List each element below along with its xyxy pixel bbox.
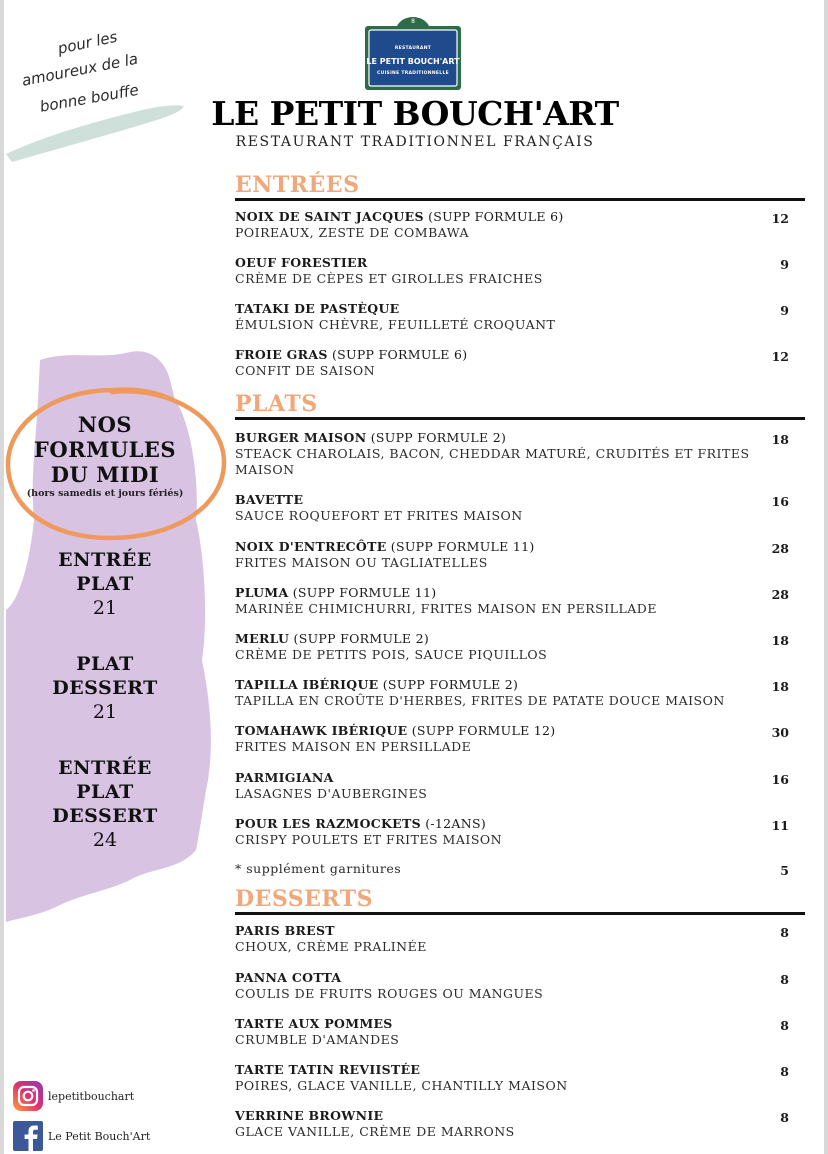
formule-option-line: PLAT <box>76 653 134 675</box>
item-price: 9 <box>780 257 789 272</box>
menu-item <box>235 770 805 802</box>
restaurant-subtitle: RESTAURANT TRADITIONNEL FRANÇAIS <box>235 134 595 150</box>
item-name: NOIX DE SAINT JACQUES <box>235 209 424 224</box>
item-description: FRITES MAISON OU TAGLIATELLES <box>235 555 488 570</box>
item-name-line <box>235 1108 760 1124</box>
restaurant-title: LE PETIT BOUCH'ART <box>211 94 619 133</box>
menu-item <box>235 1108 805 1140</box>
formule-option-1 <box>0 548 210 620</box>
item-description: LASAGNES D'AUBERGINES <box>235 786 428 801</box>
item-description: CRÈME DE PETITS POIS, SAUCE PIQUILLOS <box>235 647 548 662</box>
item-description: FRITES MAISON EN PERSILLADE <box>235 739 472 754</box>
item-price: 28 <box>771 587 789 602</box>
item-supplement: (SUPP FORMULE 2) <box>366 430 507 445</box>
item-price: 8 <box>780 925 789 940</box>
instagram-handle: lepetitbouchart <box>48 1089 135 1103</box>
item-name-line <box>235 770 760 786</box>
item-supplement: (SUPP FORMULE 2) <box>378 677 519 692</box>
item-description: STEACK CHAROLAIS, BACON, CHEDDAR MATURÉ, CRUDITÉS ET FRITES MAISON <box>235 446 750 477</box>
section-title: PLATS <box>235 391 318 417</box>
garnish-supplement-note <box>235 861 805 876</box>
item-name-line <box>235 430 760 446</box>
item-supplement: (SUPP FORMULE 11) <box>386 539 535 554</box>
item-description: ÉMULSION CHÈVRE, FEUILLETÉ CROQUANT <box>235 317 556 332</box>
item-description: POIREAUX, ZESTE DE COMBAWA <box>235 225 470 240</box>
section-desserts <box>235 886 805 1139</box>
menu-item <box>235 301 805 333</box>
item-name-line <box>235 816 760 832</box>
item-description: TAPILLA EN CROÛTE D'HERBES, FRITES DE PATATE DOUCE MAISON <box>235 693 725 708</box>
item-name-line <box>235 923 760 939</box>
item-name-line <box>235 1062 760 1078</box>
item-name-line <box>235 539 760 555</box>
item-name-line <box>235 347 760 363</box>
item-supplement: (SUPP FORMULE 6) <box>423 209 564 224</box>
item-name-line <box>235 631 760 647</box>
item-price: 16 <box>771 772 789 787</box>
item-name: TARTE TATIN REVIISTÉE <box>235 1062 421 1077</box>
item-name-line <box>235 209 760 225</box>
formule-option-line: ENTRÉE <box>58 549 152 571</box>
formules-title-line-2: FORMULES <box>33 437 177 462</box>
item-description: COULIS DE FRUITS ROUGES OU MANGUES <box>235 986 544 1001</box>
item-name: OEUF FORESTIER <box>235 255 368 270</box>
menu-item <box>235 677 805 709</box>
facebook-page-name: Le Petit Bouch'Art <box>48 1129 151 1143</box>
item-name: TARTE AUX POMMES <box>235 1016 393 1031</box>
item-price: 8 <box>780 972 789 987</box>
sign-top-text: RESTAURANT <box>394 46 432 51</box>
section-title: DESSERTS <box>235 886 374 912</box>
menu-item <box>235 255 805 287</box>
item-name: TATAKI DE PASTÈQUE <box>235 301 400 316</box>
item-name-line <box>235 1016 760 1032</box>
garnish-note-text: * supplément garnitures <box>235 861 402 876</box>
item-supplement: (-12ANS) <box>420 816 487 831</box>
sign-bottom-text: CUISINE TRADITIONNELLE <box>377 71 449 76</box>
item-name: MERLU <box>235 631 290 646</box>
formule-option-3 <box>0 756 210 852</box>
item-name-line <box>235 301 760 317</box>
street-sign-graphic <box>363 12 463 92</box>
item-name: TOMAHAWK IBÉRIQUE <box>235 723 408 738</box>
item-name: VERRINE BROWNIE <box>235 1108 384 1123</box>
street-sign-logo <box>363 12 463 92</box>
section-divider <box>235 912 805 915</box>
item-price: 30 <box>771 725 789 740</box>
item-description: CONFIT DE SAISON <box>235 363 376 378</box>
item-price: 8 <box>780 1064 789 1079</box>
item-supplement: (SUPP FORMULE 2) <box>289 631 430 646</box>
item-description: MARINÉE CHIMICHURRI, FRITES MAISON EN PERSILLADE <box>235 601 657 616</box>
item-supplement: (SUPP FORMULE 12) <box>407 723 556 738</box>
menu-item <box>235 1016 805 1048</box>
item-description: POIRES, GLACE VANILLE, CHANTILLY MAISON <box>235 1078 568 1093</box>
section-divider <box>235 198 805 201</box>
item-price: 18 <box>771 679 789 694</box>
formules-title-line-1: NOS <box>77 412 133 437</box>
item-name-line <box>235 723 760 739</box>
formule-option-price: 21 <box>92 701 118 723</box>
tagline-line-1: pour les <box>56 27 119 58</box>
sign-name-text: LE PETIT BOUCH'ART <box>366 57 460 66</box>
item-price: 9 <box>780 303 789 318</box>
item-name-line <box>235 492 760 508</box>
formule-option-price: 24 <box>92 829 118 851</box>
menu-item <box>235 923 805 955</box>
tagline-line-2: amoureux de la <box>20 49 140 90</box>
item-name: POUR LES RAZMOCKETS <box>235 816 421 831</box>
formules-note: (hors samedis et jours fériés) <box>26 488 184 499</box>
section-title: ENTRÉES <box>235 172 360 198</box>
item-price: 18 <box>771 633 789 648</box>
item-description: SAUCE ROQUEFORT ET FRITES MAISON <box>235 508 523 523</box>
menu-item <box>235 492 805 524</box>
item-price: 12 <box>771 349 789 364</box>
item-description: CRÈME DE CÈPES ET GIROLLES FRAICHES <box>235 271 543 286</box>
section-divider <box>235 417 805 420</box>
menu-item <box>235 723 805 755</box>
formule-option-price: 21 <box>92 597 118 619</box>
instagram-icon <box>12 1080 44 1112</box>
item-price: 11 <box>771 818 789 833</box>
item-description: CRUMBLE D'AMANDES <box>235 1032 400 1047</box>
garnish-note-price: 5 <box>780 863 789 878</box>
menu-item <box>235 816 805 848</box>
facebook-link[interactable] <box>12 1120 150 1152</box>
section-entrees <box>235 172 805 378</box>
item-name: PARMIGIANA <box>235 770 334 785</box>
item-price: 28 <box>771 541 789 556</box>
page-edge-right <box>824 0 828 1154</box>
formules-heading <box>0 412 210 499</box>
item-price: 8 <box>780 1018 789 1033</box>
menu-item <box>235 585 805 617</box>
item-name: BURGER MAISON <box>235 430 367 445</box>
item-name-line <box>235 585 760 601</box>
item-description: CRISPY POULETS ET FRITES MAISON <box>235 832 503 847</box>
item-description: GLACE VANILLE, CRÈME DE MARRONS <box>235 1124 515 1139</box>
section-plats <box>235 391 805 878</box>
formule-option-line: ENTRÉE <box>58 757 152 779</box>
item-price: 18 <box>771 432 789 447</box>
item-name: PARIS BREST <box>235 923 335 938</box>
formule-option-line: PLAT <box>76 573 134 595</box>
item-name: NOIX D'ENTRECÔTE <box>235 539 387 554</box>
item-name-line <box>235 970 760 986</box>
item-price: 8 <box>780 1110 789 1125</box>
facebook-icon <box>12 1120 44 1152</box>
formule-option-line: DESSERT <box>52 677 158 699</box>
menu-item <box>235 347 805 379</box>
instagram-link[interactable] <box>12 1080 134 1112</box>
item-name-line <box>235 255 760 271</box>
item-name: PANNA COTTA <box>235 970 342 985</box>
tagline-line-3: bonne bouffe <box>38 80 141 116</box>
svg-text:8: 8 <box>411 18 415 25</box>
item-name-line <box>235 677 760 693</box>
item-name: PLUMA <box>235 585 289 600</box>
item-price: 12 <box>771 211 789 226</box>
menu-item <box>235 539 805 571</box>
menu-item <box>235 970 805 1002</box>
menu-item <box>235 631 805 663</box>
item-supplement: (SUPP FORMULE 11) <box>288 585 437 600</box>
formule-option-line: PLAT <box>76 781 134 803</box>
item-name: TAPILLA IBÉRIQUE <box>235 677 379 692</box>
formule-option-2 <box>0 652 210 724</box>
item-supplement: (SUPP FORMULE 6) <box>327 347 468 362</box>
item-description: CHOUX, CRÈME PRALINÉE <box>235 939 427 954</box>
menu-item <box>235 209 805 241</box>
formule-option-line: DESSERT <box>52 805 158 827</box>
item-price: 16 <box>771 494 789 509</box>
menu-item <box>235 430 805 478</box>
item-name: BAVETTE <box>235 492 304 507</box>
item-name: FROIE GRAS <box>235 347 328 362</box>
formules-title-line-3: DU MIDI <box>50 462 160 487</box>
menu-item <box>235 1062 805 1094</box>
